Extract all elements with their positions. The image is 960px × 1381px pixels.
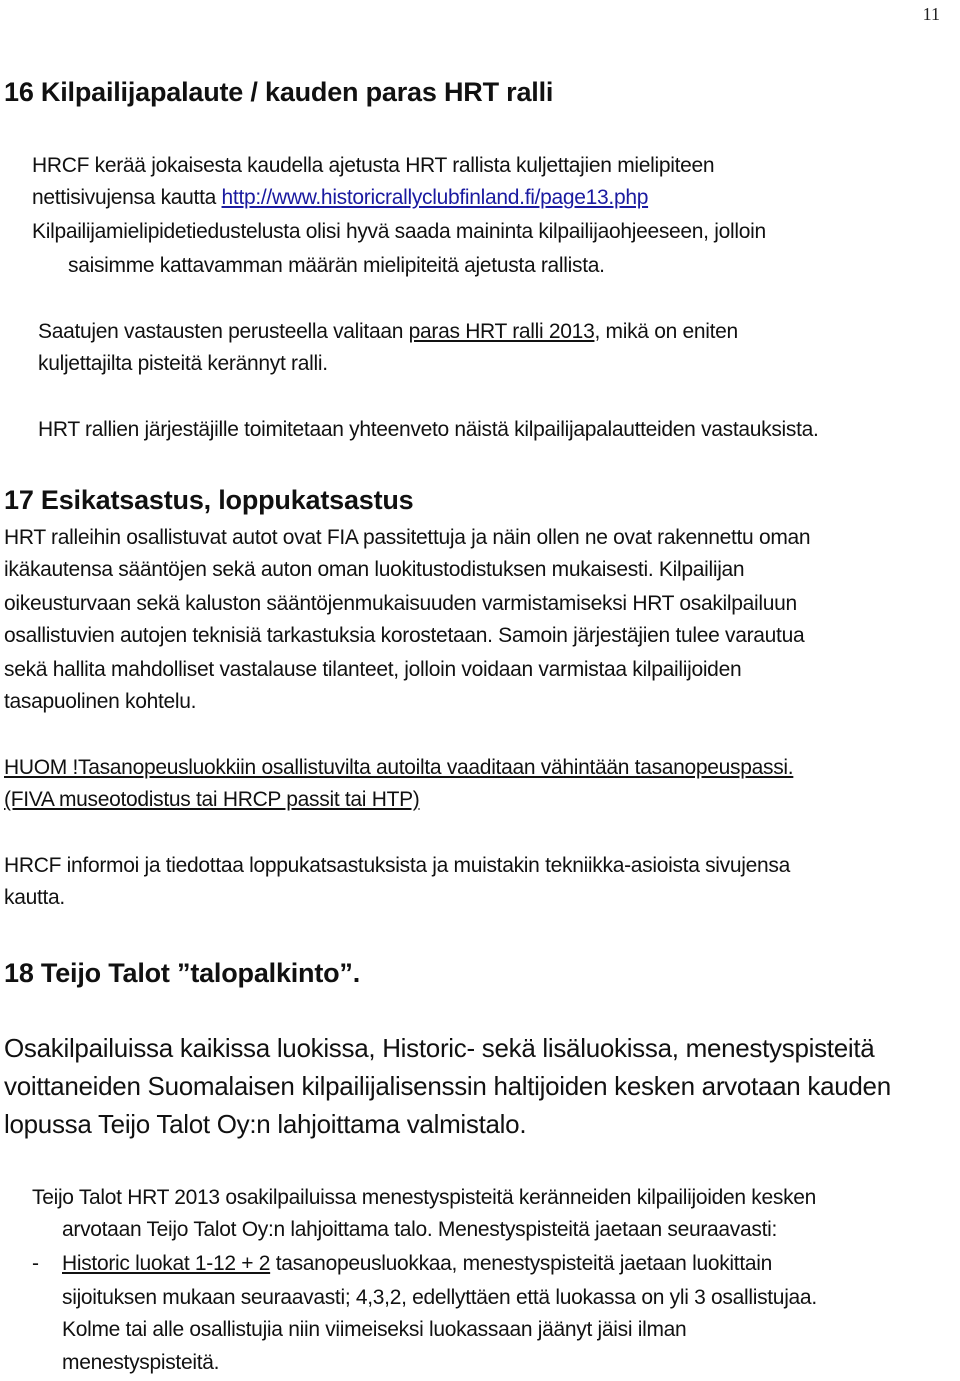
s18-bullet-line3: Kolme tai alle osallistujia niin viimeiseksi luokassaan jäänyt jäisi ilman <box>62 1318 687 1341</box>
section-17-heading: 17 Esikatsastus, loppukatsastus <box>4 485 414 515</box>
s17-line-3: oikeusturvaan sekä kaluston sääntöjenmukaisuuden varmistamiseksi HRT osakilpailuun <box>4 592 797 615</box>
s18-para-line2: arvotaan Teijo Talot Oy:n lahjoittama talo. Menestyspisteitä jaetaan seuraavasti: <box>62 1218 778 1241</box>
s16-para3: HRT rallien järjestäjille toimitetaan yhteenveto näistä kilpailijapalautteiden vastauksista. <box>38 418 819 441</box>
s18-para-line1: Teijo Talot HRT 2013 osakilpailuissa menestyspisteitä keränneiden kilpailijoiden kesken <box>32 1186 817 1209</box>
s16-para2-line1 <box>38 316 738 348</box>
s16-para1-line2 <box>32 182 648 214</box>
bullet-dash: - <box>32 1252 39 1275</box>
s17-note-line2: (FIVA museotodistus tai HRCP passit tai HTP) <box>4 788 420 811</box>
s16-para1-line2-text: nettisivujensa kautta <box>32 186 222 209</box>
s17-note-line1: HUOM !Tasanopeusluokkiin osallistuvilta autoilta vaaditaan vähintään tasanopeuspassi. <box>4 756 794 779</box>
s17-line-5: sekä hallita mahdolliset vastalause tilanteet, jolloin voidaan varmistaa kilpailijoiden <box>4 658 742 681</box>
s18-big-line-3: lopussa Teijo Talot Oy:n lahjoittama valmistalo. <box>4 1109 527 1139</box>
s17-info-line2: kautta. <box>4 886 65 909</box>
s18-big-line-1: Osakilpailuissa kaikissa luokissa, Historic- sekä lisäluokissa, menestyspisteitä <box>4 1033 875 1063</box>
s18-big-line-2: voittaneiden Suomalaisen kilpailijalisenssin haltijoiden kesken arvotaan kauden <box>4 1071 891 1101</box>
s16-para1-line3: Kilpailijamielipidetiedustelusta olisi hyvä saada maininta kilpailijaohjeeseen, jolloin <box>32 220 766 243</box>
s16-para2-line2: kuljettajilta pisteitä kerännyt ralli. <box>38 352 328 375</box>
s17-info-line1: HRCF informoi ja tiedottaa loppukatsastuksista ja muistakin tekniikka-asioista sivujensa <box>4 854 790 877</box>
s18-bullet-post: tasanopeusluokkaa, menestyspisteitä jaetaan luokittain <box>270 1252 772 1275</box>
s16-para1-line1: HRCF kerää jokaisesta kaudella ajetusta HRT rallista kuljettajien mielipiteen <box>32 154 715 177</box>
s18-bullet-line1 <box>62 1248 772 1280</box>
s17-line-6: tasapuolinen kohtelu. <box>4 690 197 713</box>
historic-classes-text: Historic luokat 1-12 + 2 <box>62 1252 271 1275</box>
s16-para2-pre: Saatujen vastausten perusteella valitaan <box>38 320 409 343</box>
s17-line-2: ikäkautensa sääntöjen sekä auton oman luokitustodistuksen mukaisesti. Kilpailijan <box>4 558 745 581</box>
s18-bullet-line4: menestyspisteitä. <box>62 1351 220 1374</box>
s17-line-4: osallistuvien autojen teknisiä tarkastuksia korostetaan. Samoin järjestäjien tulee varautua <box>4 624 805 647</box>
s16-best-rally-text: paras HRT ralli 2013 <box>408 320 595 343</box>
s17-line-1: HRT ralleihin osallistuvat autot ovat FIA passitettuja ja näin ollen ne ovat rakennettu oman <box>4 526 811 549</box>
section-16-heading: 16 Kilpailijapalaute / kauden paras HRT ralli <box>4 77 554 107</box>
hrcf-feedback-link[interactable]: http://www.historicrallyclubfinland.fi/page13.php <box>221 186 649 209</box>
section-18-heading: 18 Teijo Talot ”talopalkinto”. <box>4 958 361 988</box>
s16-para2-post: , mikä on eniten <box>594 320 738 343</box>
s16-para1-line4: saisimme kattavamman määrän mielipiteitä ajetusta rallista. <box>68 254 605 277</box>
page-number: 11 <box>922 4 940 24</box>
s18-bullet-line2: sijoituksen mukaan seuraavasti; 4,3,2, edellyttäen että luokassa on yli 3 osallistujaa. <box>62 1286 817 1309</box>
